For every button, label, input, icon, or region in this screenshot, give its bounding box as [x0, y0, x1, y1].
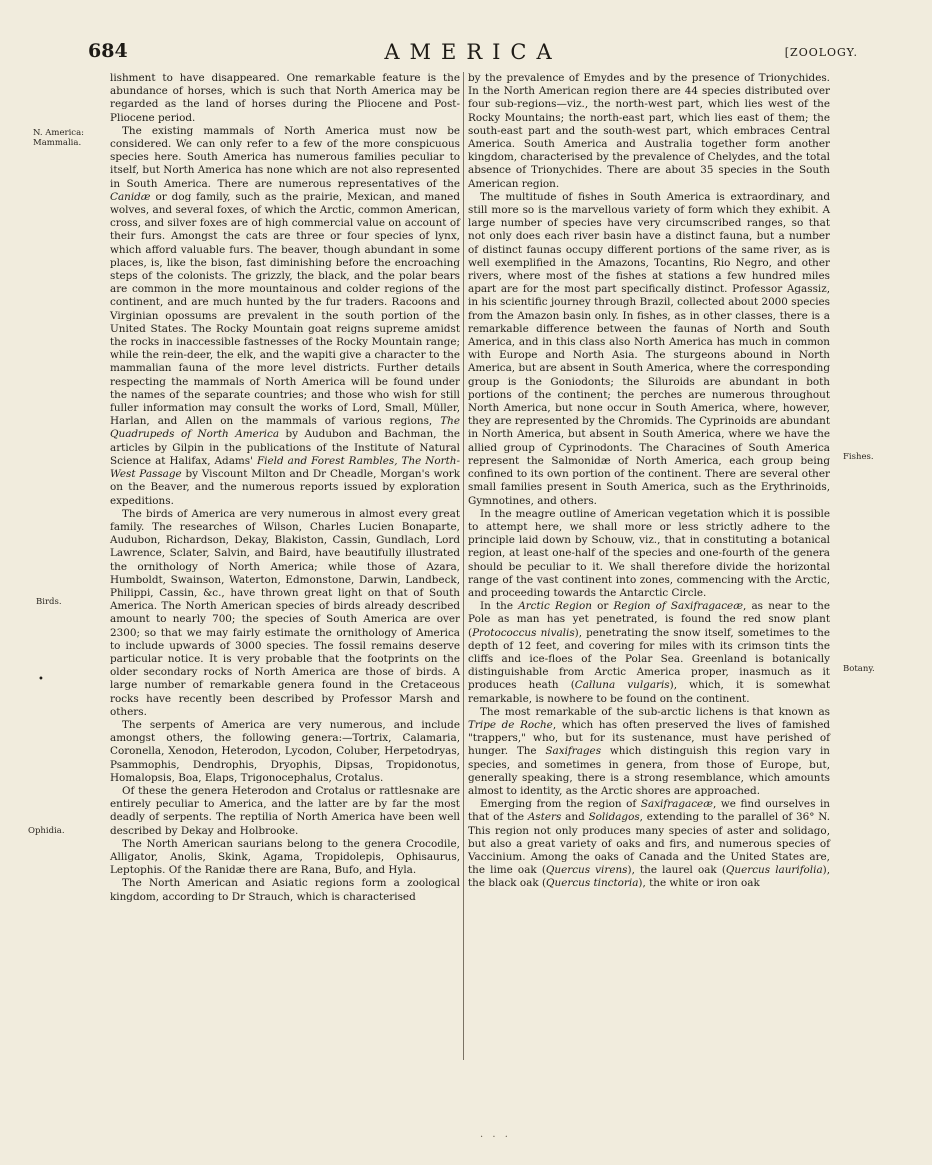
sidenote-birds: Birds. — [36, 597, 62, 607]
column-divider — [463, 72, 464, 1060]
page-header — [88, 40, 858, 68]
paragraph: lishment to have disappeared. One remarkable feature is the abundance of horses, which is such that North America may be regarded as the land of horses during the Pliocene and Post-Pliocene period. — [110, 72, 460, 124]
paragraph-asters: Emerging from the region of Saxifragaceæ, we find ourselves in that of the Asters and Solidagos, extending to the parallel of 36° N. This region not only produces many species of aster and solidago, but also a great variety of oaks and firs, and numerous species of Vaccinium. Among the oaks of Canada and the United States are, the lime oak (Quercus virens), the laurel oak (Quercus laurifolia), the black oak (Quercus tinctoria), the white or iron oak — [468, 798, 831, 890]
paragraph-lichens: The most remarkable of the sub-arctic lichens is that known as Tripe de Roche, which has often preserved the lives of famished "trappers," who, but for its sustenance, must have perished of hunger. The Saxifrages which distinguish this region vary in species, and sometimes in genera, from those of Europe, but, generally speaking, there is a strong resemblance, which amounts almost to identity, as the Arctic shores are approached. — [468, 705, 830, 797]
paragraph: by the prevalence of Emydes and by the presence of Trionychides. In the North American region there are 44 species distributed over four sub-regions—viz., the north-west part, which lies west of the Rocky Mountains; the north-east part, which lies east of them; the south-east part and the south-west part, which embraces Central America. South America and Australia together form another kingdom, characterised by the prevalence of Chelydes, and the total absence of Trionychides. There are about 35 species in the South American region. — [468, 72, 830, 190]
sidenote-ophidia: Ophidia. — [28, 826, 65, 836]
paragraph-mammals: The existing mammals of North America must now be considered. We can only refer to a few of the more conspicuous species here. South America has numerous families peculiar to itself, but North America has none which are not also represented in South America. There are numerous representatives of the Canidæ or dog family, such as the prairie, Mexican, and maned wolves, and several foxes, of which the Arctic, common American, cross, and silver foxes are of high commercial value on account of their furs. Amongst the cats are three or four species of lynx, which afford valuable furs. The beaver, though abundant in some places, is, like the bison, fast diminishing before the encroaching steps of the colonists. The grizzly, the black, and the polar bears are common in the more mountainous and colder regions of the continent, and are much hunted by the fur traders. Racoons and Virginian opossums are prevalent in the south portion of the United States. The Rocky Mountain goat reigns supreme amidst the rocks in inaccessible fastnesses of the Rocky Mountain range; while the rein-deer, the elk, and the wapiti give a character to the mammalian fauna of the more level districts. Further details respecting the mammals of North America will be found under the names of the separate countries; and those who wish for still fuller information may consult the works of Lord, Small, Müller, Harlan, and Allen on the mammals of various regions, The Quadrupeds of North America by Audubon and Bachman, the articles by Gilpin in the publications of the Institute of Natural Science at Halifax, Adams' Field and Forest Rambles, The North-West Passage by Viscount Milton and Dr Cheadle, Morgan's work on the Beaver, and the numerous reports issued by exploration expeditions. — [110, 124, 460, 507]
sidenote-fishes: Fishes. — [843, 452, 874, 462]
sidenote-botany: Botany. — [843, 664, 875, 674]
paragraph-fishes: The multitude of fishes in South America is extraordinary, and still more so is the marvellous variety of form which they exhibit. A large number of species have very circumscribed ranges, so that not only does each river basin have a distinct fauna, but a number of distinct faunas occupy different portions of the same river, as is well exemplified in the Amazons, Tocantins, Rio Negro, and other rivers, where most of the fishes at stations a few hundred miles apart are for the most part specifically distinct. Professor Agassiz, in his scientific journey through Brazil, collected about 2000 species from the Amazon basin only. In fishes, as in other classes, there is a remarkable difference between the faunas of North and South America, and in this class also North America has much in common with Europe and North Asia. The sturgeons abound in North America, but are absent in South America, where the corresponding group is the Goniodonts; the Siluroids are abundant in both portions of the continent; the perches are numerous throughout North America, but none occur in South America, where, however, they are represented by the Chromids. The Cyprinoids are abundant in North America, but absent in South America, where we have the allied group of Cyprinodonts. The Characines of South America represent the Salmonidæ of North America, each group being confined to its own portion of the continent. There are several other small families present in South America, such as the Erythrinoids, Gymnotines, and others. — [468, 190, 830, 507]
print-specks: · · · — [480, 1132, 511, 1143]
right-column — [468, 72, 830, 891]
paragraph-serpents: The serpents of America are very numerous, and include amongst others, the following genera:—Tortrix, Calamaria, Coronella, Xenodon, Heterodon, Lycodon, Coluber, Herpetodryas, Psammophis, Dendrophis, Dryophis, Dipsas, Tropidonotus, Homalopsis, Boa, Elaps, Trigonocephalus, Crotalus. — [110, 718, 460, 784]
paragraph: The North American and Asiatic regions form a zoological kingdom, according to Dr Strauch, which is characterised — [110, 877, 460, 903]
paragraph-birds: The birds of America are very numerous in almost every great family. The researches of Wilson, Charles Lucien Bonaparte, Audubon, Richardson, Dekay, Blakiston, Cassin, Gundlach, Lord Lawrence, Sclater, Salvin, and Baird, have beautifully illustrated the ornithology of North America; while those of Azara, Humboldt, Swainson, Waterton, Edmonstone, Darwin, Landbeck, Philippi, Cassin, &c., have thrown great light on that of South America. The North American species of birds already described amount to nearly 700; the species of South America are over 2300; so that we may fairly estimate the ornithology of America to include upwards of 3000 species. The fossil remains deserve particular notice. It is very probable that the footprints on the older secondary rocks of North America are those of birds. A large number of remarkable genera found in the Cretaceous rocks have recently been described by Professor Marsh and others. — [110, 507, 460, 718]
left-column — [110, 72, 460, 904]
paragraph-botany: In the meagre outline of American vegetation which it is possible to attempt here, we shall more or less strictly adhere to the principle laid down by Schouw, viz., that in constituting a botanical region, at least one-half of the species and one-fourth of the genera should be peculiar to it. We shall therefore divide the horizontal range of the vast continent into zones, commencing with the Arctic, and proceeding towards the Antarctic Circle. — [468, 507, 830, 599]
margin-mark: • — [38, 674, 44, 685]
running-head: AMERICA — [384, 40, 562, 64]
sidenote-mammalia: N. America: Mammalia. — [33, 128, 84, 148]
page-number: 684 — [88, 40, 128, 62]
section-label: [ZOOLOGY. — [784, 46, 858, 59]
paragraph: Of these the genera Heterodon and Crotalus or rattlesnake are entirely peculiar to America, and the latter are by far the most deadly of serpents. The reptilia of North America have been well described by Dekay and Holbrooke. — [110, 784, 460, 837]
paragraph-arctic: In the Arctic Region or Region of Saxifragaceæ, as near to the Pole as man has yet penetrated, is found the red snow plant (Protococcus nivalis), penetrating the snow itself, sometimes to the depth of 12 feet, and covering for miles with its crimson tints the cliffs and ice-floes of the Polar Sea. Greenland is botanically distinguishable from Arctic America proper, inasmuch as it produces heath (Calluna vulgaris), which, it is somewhat remarkable, is nowhere to be found on the continent. — [468, 600, 831, 705]
paragraph-saurians: The North American saurians belong to the genera Crocodile, Alligator, Anolis, Skink, Agama, Tropidolepis, Ophisaurus, Leptophis. Of the Ranidæ there are Rana, Bufo, and Hyla. — [110, 837, 460, 877]
